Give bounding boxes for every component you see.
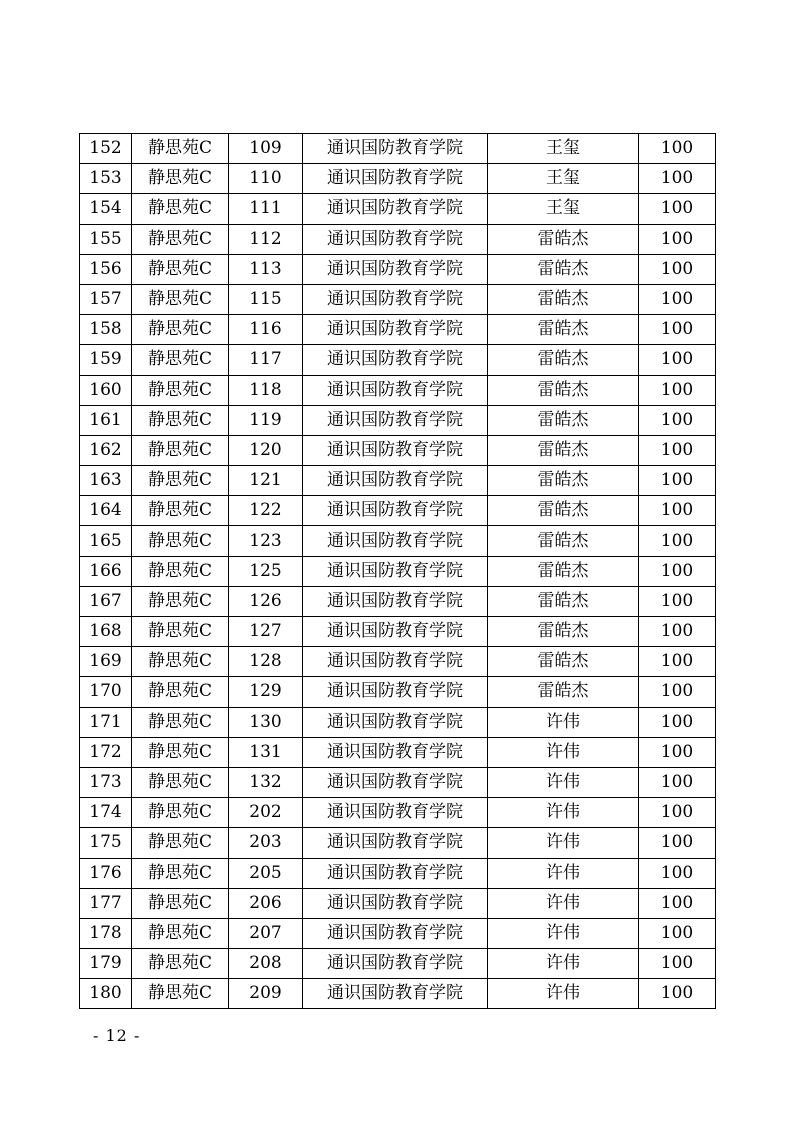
college-cell: 通识国防教育学院 [303,315,488,345]
college-cell: 通识国防教育学院 [303,254,488,284]
row-index-cell: 175 [80,828,132,858]
table-row [80,979,716,1009]
table-row [80,677,716,707]
table-row [80,345,716,375]
table-row [80,617,716,647]
room-number-cell: 203 [229,828,303,858]
college-cell: 通识国防教育学院 [303,979,488,1009]
score-cell: 100 [639,798,716,828]
row-index-cell: 158 [80,315,132,345]
row-index-cell: 177 [80,888,132,918]
building-cell: 静思苑C [132,737,229,767]
room-number-cell: 117 [229,345,303,375]
row-index-cell: 155 [80,224,132,254]
college-cell: 通识国防教育学院 [303,556,488,586]
row-index-cell: 161 [80,405,132,435]
row-index-cell: 167 [80,586,132,616]
score-cell: 100 [639,375,716,405]
room-number-cell: 121 [229,466,303,496]
responsible-person-cell: 雷皓杰 [488,315,639,345]
score-cell: 100 [639,254,716,284]
score-cell: 100 [639,918,716,948]
responsible-person-cell: 雷皓杰 [488,466,639,496]
responsible-person-cell: 许伟 [488,737,639,767]
building-cell: 静思苑C [132,496,229,526]
building-cell: 静思苑C [132,345,229,375]
score-cell: 100 [639,556,716,586]
room-number-cell: 209 [229,979,303,1009]
row-index-cell: 172 [80,737,132,767]
college-cell: 通识国防教育学院 [303,345,488,375]
responsible-person-cell: 许伟 [488,918,639,948]
row-index-cell: 168 [80,617,132,647]
responsible-person-cell: 雷皓杰 [488,586,639,616]
responsible-person-cell: 许伟 [488,949,639,979]
college-cell: 通识国防教育学院 [303,918,488,948]
college-cell: 通识国防教育学院 [303,858,488,888]
table-row [80,888,716,918]
row-index-cell: 176 [80,858,132,888]
row-index-cell: 174 [80,798,132,828]
score-cell: 100 [639,617,716,647]
room-number-cell: 208 [229,949,303,979]
score-cell: 100 [639,767,716,797]
table-row [80,707,716,737]
room-number-cell: 131 [229,737,303,767]
college-cell: 通识国防教育学院 [303,888,488,918]
college-cell: 通识国防教育学院 [303,164,488,194]
building-cell: 静思苑C [132,315,229,345]
college-cell: 通识国防教育学院 [303,134,488,164]
score-cell: 100 [639,435,716,465]
table-row [80,466,716,496]
row-index-cell: 179 [80,949,132,979]
table-row [80,435,716,465]
row-index-cell: 152 [80,134,132,164]
score-cell: 100 [639,858,716,888]
table-row [80,556,716,586]
score-cell: 100 [639,737,716,767]
room-number-cell: 109 [229,134,303,164]
responsible-person-cell: 王玺 [488,164,639,194]
score-cell: 100 [639,647,716,677]
college-cell: 通识国防教育学院 [303,194,488,224]
college-cell: 通识国防教育学院 [303,586,488,616]
table-row [80,134,716,164]
table-row [80,767,716,797]
college-cell: 通识国防教育学院 [303,707,488,737]
table-row [80,586,716,616]
table-row [80,526,716,556]
college-cell: 通识国防教育学院 [303,466,488,496]
row-index-cell: 162 [80,435,132,465]
building-cell: 静思苑C [132,617,229,647]
room-number-cell: 128 [229,647,303,677]
building-cell: 静思苑C [132,888,229,918]
responsible-person-cell: 雷皓杰 [488,647,639,677]
responsible-person-cell: 许伟 [488,828,639,858]
responsible-person-cell: 雷皓杰 [488,677,639,707]
responsible-person-cell: 王玺 [488,134,639,164]
row-index-cell: 171 [80,707,132,737]
room-number-cell: 115 [229,284,303,314]
room-number-cell: 132 [229,767,303,797]
college-cell: 通识国防教育学院 [303,647,488,677]
college-cell: 通识国防教育学院 [303,496,488,526]
score-cell: 100 [639,526,716,556]
row-index-cell: 180 [80,979,132,1009]
score-cell: 100 [639,315,716,345]
building-cell: 静思苑C [132,254,229,284]
score-cell: 100 [639,496,716,526]
room-number-cell: 119 [229,405,303,435]
room-number-cell: 205 [229,858,303,888]
score-cell: 100 [639,345,716,375]
row-index-cell: 154 [80,194,132,224]
row-index-cell: 164 [80,496,132,526]
row-index-cell: 159 [80,345,132,375]
building-cell: 静思苑C [132,224,229,254]
table-row [80,918,716,948]
responsible-person-cell: 雷皓杰 [488,224,639,254]
college-cell: 通识国防教育学院 [303,435,488,465]
table-body [80,134,716,1009]
table-row [80,284,716,314]
building-cell: 静思苑C [132,767,229,797]
room-number-cell: 116 [229,315,303,345]
room-number-cell: 112 [229,224,303,254]
score-cell: 100 [639,134,716,164]
building-cell: 静思苑C [132,405,229,435]
responsible-person-cell: 雷皓杰 [488,617,639,647]
row-index-cell: 157 [80,284,132,314]
table-row [80,737,716,767]
score-cell: 100 [639,979,716,1009]
score-cell: 100 [639,466,716,496]
score-cell: 100 [639,677,716,707]
building-cell: 静思苑C [132,858,229,888]
table-row [80,798,716,828]
building-cell: 静思苑C [132,798,229,828]
college-cell: 通识国防教育学院 [303,677,488,707]
room-number-cell: 118 [229,375,303,405]
responsible-person-cell: 许伟 [488,858,639,888]
room-number-cell: 126 [229,586,303,616]
room-number-cell: 111 [229,194,303,224]
college-cell: 通识国防教育学院 [303,224,488,254]
score-cell: 100 [639,888,716,918]
table-row [80,375,716,405]
building-cell: 静思苑C [132,556,229,586]
room-number-cell: 110 [229,164,303,194]
score-cell: 100 [639,224,716,254]
building-cell: 静思苑C [132,435,229,465]
row-index-cell: 173 [80,767,132,797]
table-row [80,315,716,345]
responsible-person-cell: 雷皓杰 [488,526,639,556]
room-number-cell: 120 [229,435,303,465]
responsible-person-cell: 雷皓杰 [488,375,639,405]
row-index-cell: 160 [80,375,132,405]
table-row [80,224,716,254]
responsible-person-cell: 许伟 [488,798,639,828]
score-cell: 100 [639,949,716,979]
responsible-person-cell: 雷皓杰 [488,284,639,314]
building-cell: 静思苑C [132,647,229,677]
row-index-cell: 178 [80,918,132,948]
building-cell: 静思苑C [132,586,229,616]
table-row [80,858,716,888]
college-cell: 通识国防教育学院 [303,405,488,435]
responsible-person-cell: 雷皓杰 [488,345,639,375]
score-cell: 100 [639,405,716,435]
building-cell: 静思苑C [132,194,229,224]
table-row [80,254,716,284]
college-cell: 通识国防教育学院 [303,798,488,828]
score-cell: 100 [639,586,716,616]
college-cell: 通识国防教育学院 [303,617,488,647]
room-number-cell: 207 [229,918,303,948]
room-number-cell: 113 [229,254,303,284]
table-row [80,405,716,435]
score-cell: 100 [639,707,716,737]
responsible-person-cell: 许伟 [488,979,639,1009]
college-cell: 通识国防教育学院 [303,737,488,767]
building-cell: 静思苑C [132,134,229,164]
building-cell: 静思苑C [132,949,229,979]
college-cell: 通识国防教育学院 [303,284,488,314]
building-cell: 静思苑C [132,375,229,405]
college-cell: 通识国防教育学院 [303,767,488,797]
table-row [80,164,716,194]
responsible-person-cell: 雷皓杰 [488,435,639,465]
college-cell: 通识国防教育学院 [303,828,488,858]
building-cell: 静思苑C [132,979,229,1009]
row-index-cell: 169 [80,647,132,677]
responsible-person-cell: 王玺 [488,194,639,224]
dormitory-score-table [79,133,716,1009]
building-cell: 静思苑C [132,677,229,707]
building-cell: 静思苑C [132,526,229,556]
responsible-person-cell: 雷皓杰 [488,496,639,526]
building-cell: 静思苑C [132,707,229,737]
building-cell: 静思苑C [132,164,229,194]
score-cell: 100 [639,284,716,314]
responsible-person-cell: 许伟 [488,767,639,797]
score-cell: 100 [639,164,716,194]
room-number-cell: 202 [229,798,303,828]
table-row [80,647,716,677]
row-index-cell: 163 [80,466,132,496]
score-cell: 100 [639,828,716,858]
room-number-cell: 127 [229,617,303,647]
college-cell: 通识国防教育学院 [303,949,488,979]
row-index-cell: 166 [80,556,132,586]
room-number-cell: 206 [229,888,303,918]
table-row [80,496,716,526]
table-row [80,194,716,224]
row-index-cell: 153 [80,164,132,194]
responsible-person-cell: 许伟 [488,707,639,737]
row-index-cell: 165 [80,526,132,556]
row-index-cell: 156 [80,254,132,284]
page-number: - 12 - [93,1026,141,1045]
table-row [80,828,716,858]
room-number-cell: 129 [229,677,303,707]
row-index-cell: 170 [80,677,132,707]
responsible-person-cell: 雷皓杰 [488,405,639,435]
room-number-cell: 130 [229,707,303,737]
responsible-person-cell: 雷皓杰 [488,254,639,284]
room-number-cell: 122 [229,496,303,526]
college-cell: 通识国防教育学院 [303,526,488,556]
building-cell: 静思苑C [132,284,229,314]
college-cell: 通识国防教育学院 [303,375,488,405]
score-cell: 100 [639,194,716,224]
building-cell: 静思苑C [132,466,229,496]
responsible-person-cell: 许伟 [488,888,639,918]
building-cell: 静思苑C [132,918,229,948]
responsible-person-cell: 雷皓杰 [488,556,639,586]
room-number-cell: 125 [229,556,303,586]
building-cell: 静思苑C [132,828,229,858]
table-row [80,949,716,979]
room-number-cell: 123 [229,526,303,556]
